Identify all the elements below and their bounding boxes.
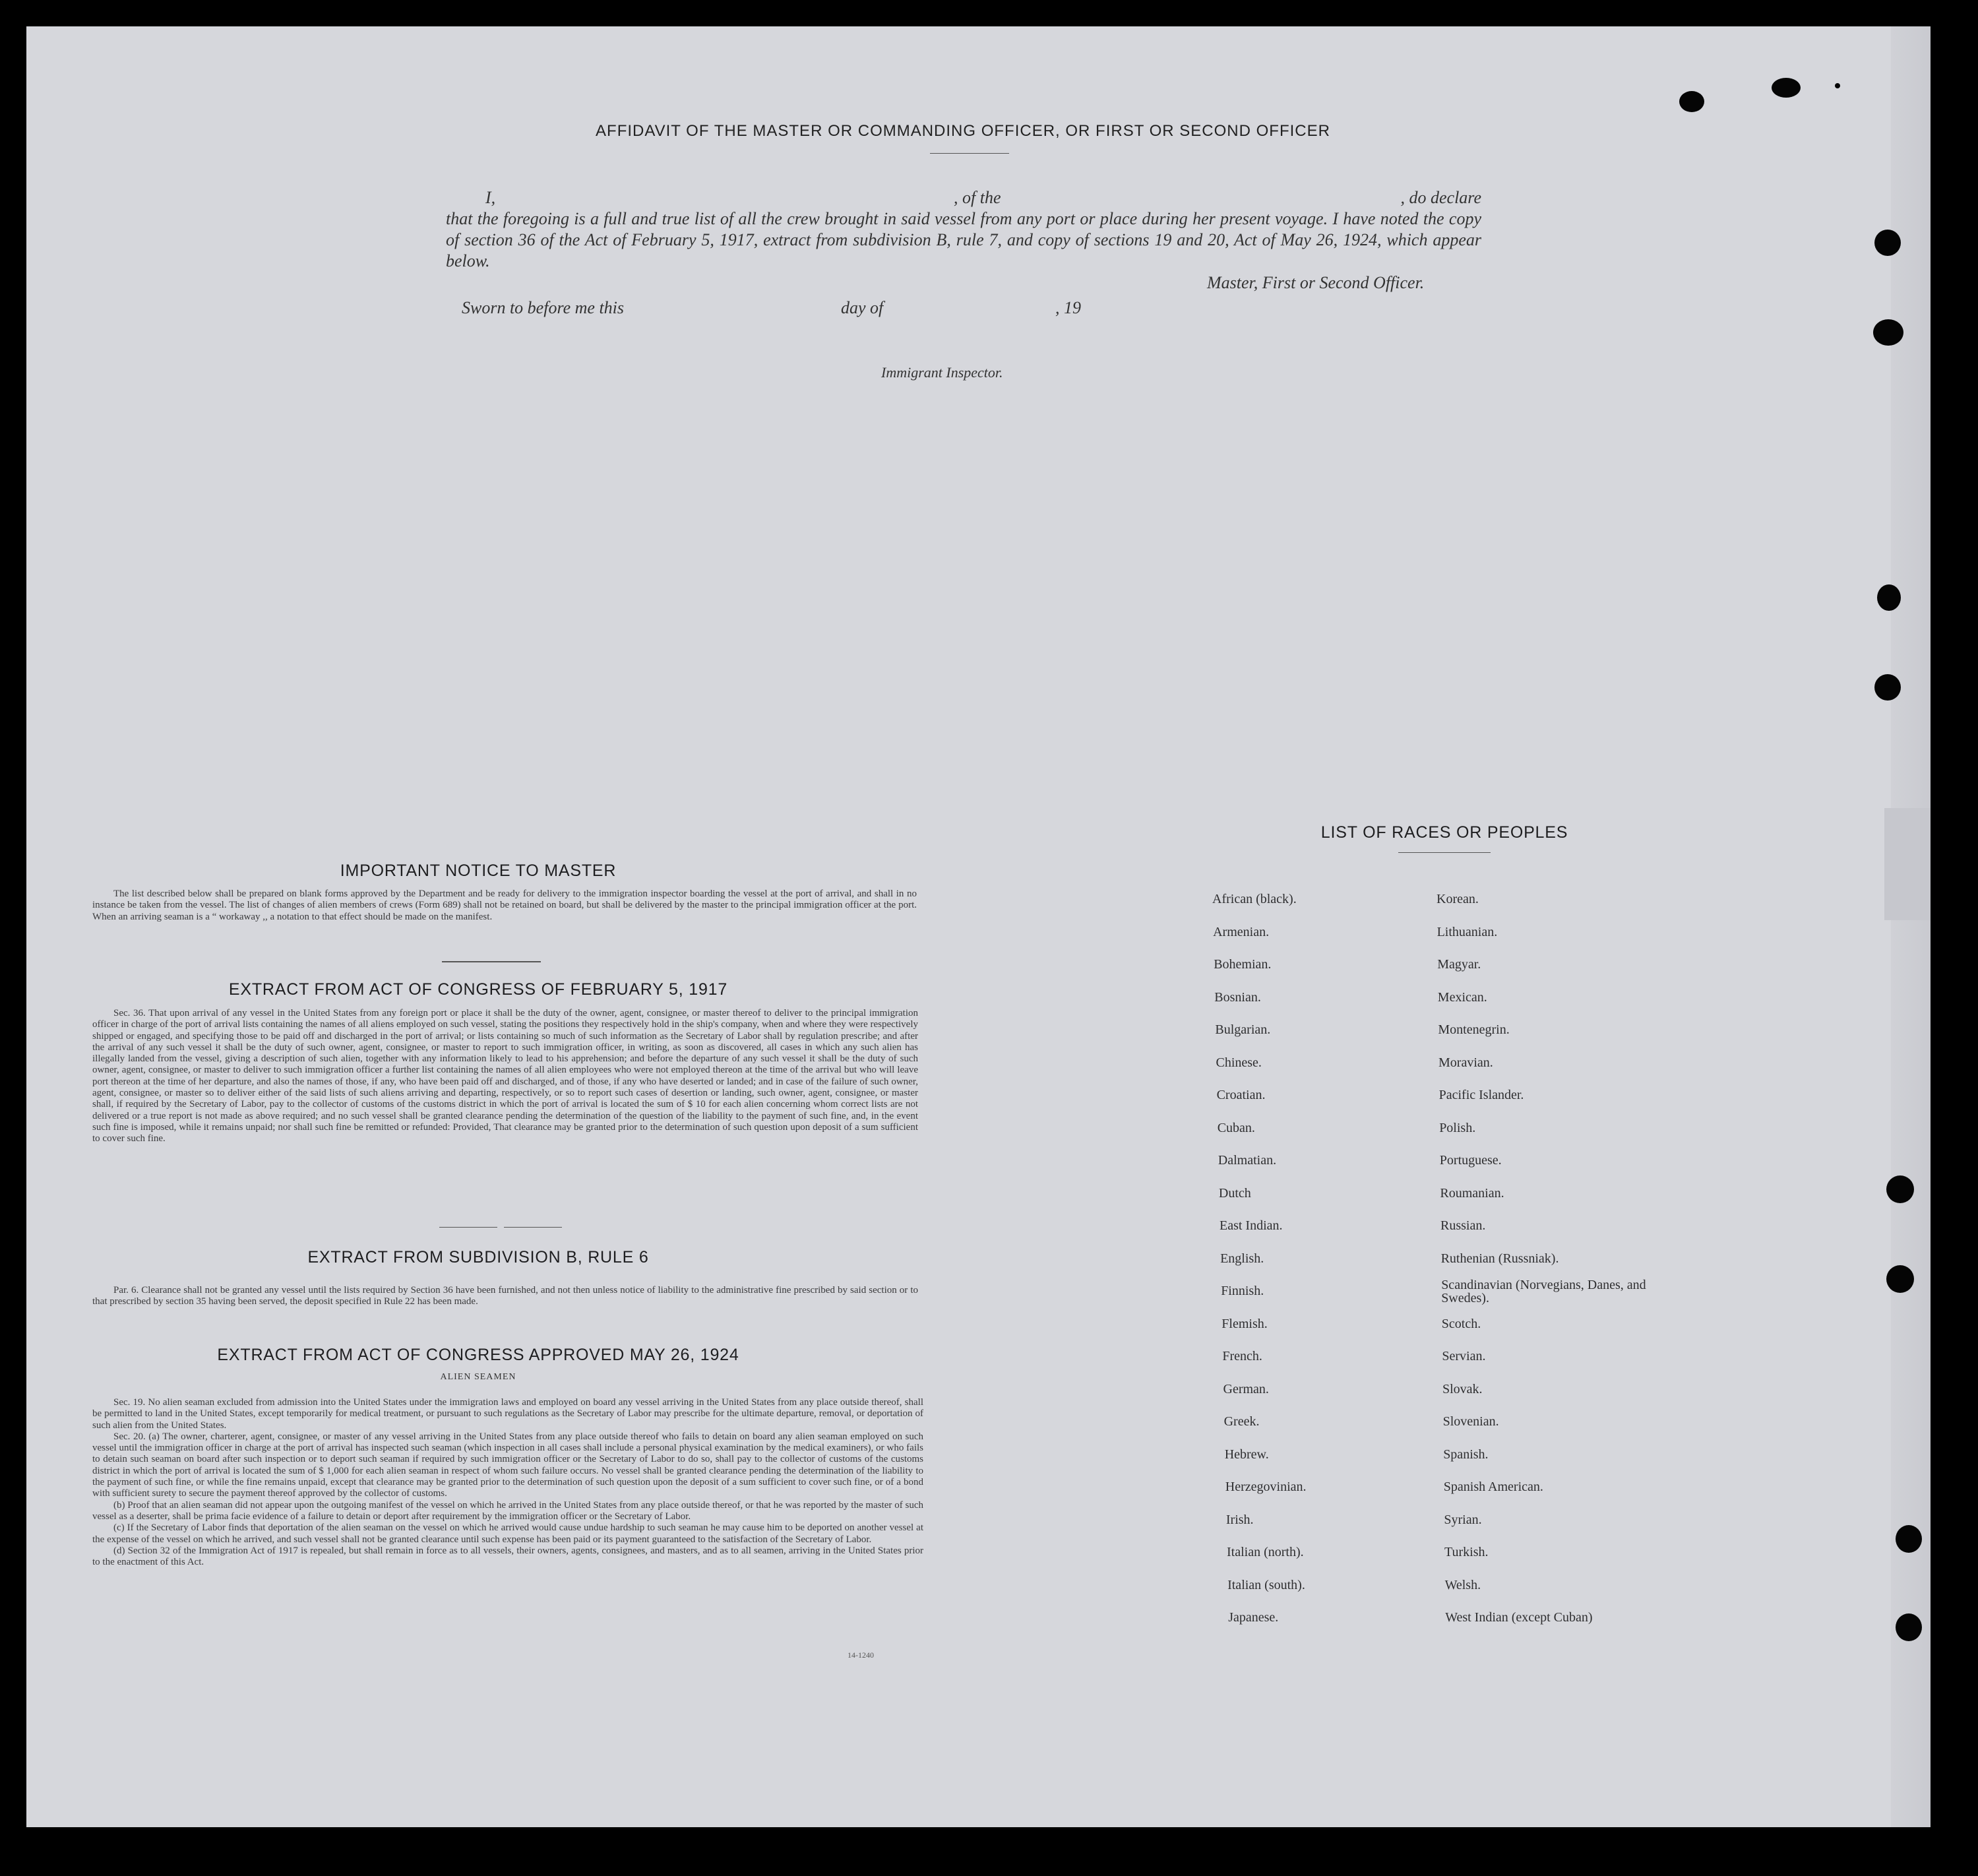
race-item: Slovak. <box>1442 1381 1483 1396</box>
race-item: Bosnian. <box>1214 989 1261 1005</box>
race-item: Korean. <box>1437 892 1479 906</box>
punch-hole <box>1874 674 1901 701</box>
declaration-of-the: , of the <box>954 188 1001 207</box>
sec20c-paragraph: (c) If the Secretary of Labor finds that deportation of the alien seaman on the vessel on which he arrived would cause undue hardship to such seaman he may cause him to be deported on another vessel at the expense of the vessel on which he arrived, and such vessel shall not be granted clearance until such expense has been paid or its payment guaranteed to the satisfaction of the Secretary of Labor. <box>92 1522 923 1545</box>
race-item: Slovenian. <box>1442 1414 1499 1429</box>
race-item: Croatian. <box>1216 1088 1266 1102</box>
signature-label: Master, First or Second Officer. <box>1207 273 1425 292</box>
rule6-title: EXTRACT FROM SUBDIVISION B, RULE 6 <box>307 1248 649 1266</box>
race-item: Spanish American. <box>1443 1480 1543 1494</box>
race-item: Montenegrin. <box>1438 1022 1510 1037</box>
punch-hole <box>1874 230 1901 256</box>
sec20a-paragraph: Sec. 20. (a) The owner, charterer, agent, consignee, or master of any vessel arriving in the United States from any place outside thereof who fails to detain on board any alien seaman employed on such vessel until the immigration officer in charge at the port of arrival has inspected such seaman (which inspection in all cases shall include a personal physical examination by the medical examiners), or who fails to detain such seaman on board after such inspection or to deport such seaman if required by such immigration officer or the Secretary of Labor to do so, shall pay to the collector of customs of the customs district in which the port of arrival is located the sum of $ 1,000 for each alien seaman in respect of whom such failure occurs. No vessel shall be granted clearance pending the determination of the liability to the payment of such fine, or while the fine remains unpaid, except that clearance may be granted prior to the determination of such question upon the deposit of a sum sufficient to cover such fine, or of a bond with sufficient surety to secure the payment thereof approved by the collector of customs. <box>92 1431 923 1499</box>
race-item: Syrian. <box>1444 1512 1482 1527</box>
race-item: Portuguese. <box>1439 1153 1502 1168</box>
race-item: Russian. <box>1440 1218 1486 1233</box>
extract-1924-subtitle: ALIEN SEAMEN <box>440 1372 516 1382</box>
race-item: Hebrew. <box>1224 1447 1269 1462</box>
declaration-do-declare: , do declare <box>1400 188 1481 207</box>
race-item: English. <box>1220 1251 1264 1266</box>
punch-hole <box>1873 319 1903 346</box>
race-item: Spanish. <box>1443 1447 1489 1462</box>
sworn-text: Sworn to before me this <box>462 298 625 317</box>
race-item: Turkish. <box>1444 1545 1489 1559</box>
race-item: Dutch <box>1218 1185 1251 1201</box>
race-item: Servian. <box>1442 1349 1486 1363</box>
race-item: Cuban. <box>1217 1120 1255 1135</box>
punch-hole <box>1896 1525 1922 1553</box>
race-item: Dalmatian. <box>1218 1153 1277 1168</box>
extract-1924-title: EXTRACT FROM ACT OF CONGRESS APPROVED MAY 26, 1924 <box>217 1346 739 1364</box>
sec19-paragraph: Sec. 19. No alien seaman excluded from admission into the United States under the immigration laws and employed on board any vessel arriving in the United States from any place outside thereof, shall be permitted to land in the United States, except temporarily for medical treatment, or pursuant to such regulations as the Secretary of Labor may prescribe for the ultimate departure, removal, or deportation of such alien from the United States. <box>92 1397 923 1431</box>
form-number: 14-1240 <box>848 1650 874 1660</box>
race-item: Pacific Islander. <box>1438 1088 1524 1102</box>
day-of-text: day of <box>841 298 884 317</box>
race-item: Bulgarian. <box>1215 1022 1271 1037</box>
race-item: Italian (south). <box>1227 1577 1305 1592</box>
race-item: Magyar. <box>1437 957 1481 972</box>
year-text: , 19 <box>1055 298 1081 317</box>
sec20b-paragraph: (b) Proof that an alien seaman did not appear upon the outgoing manifest of the vessel on which he arrived in the United States from any place outside thereof, or that he was reported by the master of such vessel as a deserter, shall be prima facie evidence of a failure to detain or deport after requirement by the immigration officer or the Secretary of Labor. <box>92 1499 923 1522</box>
race-item: African (black). <box>1212 892 1297 906</box>
races-list <box>26 26 1931 1827</box>
punch-hole <box>1772 78 1801 98</box>
race-item: Chinese. <box>1216 1055 1262 1070</box>
race-item: Roumanian. <box>1440 1185 1504 1201</box>
race-item: East Indian. <box>1220 1218 1283 1233</box>
extract-1917-title: EXTRACT FROM ACT OF CONGRESS OF FEBRUARY 5, 1917 <box>228 980 728 999</box>
race-item: Scotch. <box>1441 1316 1481 1331</box>
races-title: LIST OF RACES OR PEOPLES <box>1320 823 1568 842</box>
affidavit-title: AFFIDAVIT OF THE MASTER OR COMMANDING OFFICER, OR FIRST OR SECOND OFFICER <box>596 122 1330 140</box>
punch-hole <box>1896 1613 1922 1641</box>
document-sheet <box>26 26 1931 1827</box>
race-item: Armenian. <box>1213 924 1270 939</box>
race-item: Lithuanian. <box>1437 924 1498 939</box>
race-item: Japanese. <box>1228 1610 1279 1625</box>
race-item: German. <box>1223 1381 1269 1396</box>
punch-hole <box>1886 1175 1914 1203</box>
speck <box>1835 83 1840 88</box>
punch-hole <box>1679 91 1704 112</box>
race-item: West Indian (except Cuban) <box>1445 1610 1593 1625</box>
race-item: Polish. <box>1439 1120 1476 1135</box>
race-item: Scandinavian (Norvegians, Danes, and Swedes). <box>1441 1278 1646 1305</box>
sec20d-paragraph: (d) Section 32 of the Immigration Act of 1917 is repealed, but shall remain in force as to all vessels, their owners, agents, consignees, and masters, and as to all seamen, arriving in the United States prior to the enactment of this Act. <box>92 1545 923 1568</box>
race-item: Moravian. <box>1438 1055 1493 1070</box>
race-item: French. <box>1222 1349 1262 1363</box>
race-item: Finnish. <box>1221 1284 1264 1298</box>
notice-paragraph: The list described below shall be prepared on blank forms approved by the Department and be ready for delivery to the immigration inspector boarding the vessel at the port of arrival, and shall in no instance be taken from the vessel. The list of changes of alien members of crews (Form 689) shall not be retained on board, but shall be delivered by the master to the principal immigration officer at the port. When an arriving seaman is a “ workaway ,, a notation to that effect should be made on the manifest. <box>92 889 917 922</box>
punch-hole <box>1877 584 1901 611</box>
punch-hole <box>1886 1265 1914 1293</box>
race-item: Mexican. <box>1437 989 1487 1005</box>
race-item: Italian (north). <box>1227 1545 1304 1559</box>
declaration-body: that the foregoing is a full and true list of all the crew brought in said vessel from any port or place during her present voyage. I have noted the copy of section 36 of the Act of February 5, 1917, extract from subdivision B, rule 7, and copy of sections 19 and 20, Act of May 26, 1924, which appear below. <box>446 209 1481 270</box>
rule6-paragraph: Par. 6. Clearance shall not be granted any vessel until the lists required by Section 36 have been furnished, and not then unless notice of liability to the administrative fine prescribed by said section or to that prescribed by section 35 having been served, the deposit specified in Rule 22 has been made. <box>92 1285 918 1307</box>
notice-title: IMPORTANT NOTICE TO MASTER <box>340 861 617 880</box>
race-item: Welsh. <box>1444 1577 1481 1592</box>
race-item: Flemish. <box>1221 1316 1268 1331</box>
race-item: Greek. <box>1223 1414 1260 1429</box>
race-item: Herzegovinian. <box>1225 1480 1307 1494</box>
extract-1917-paragraph: Sec. 36. That upon arrival of any vessel in the United States from any foreign port or place it shall be the duty of the owner, agent, consignee, or master thereof to deliver to the principal immigration officer in charge of the port of arrival lists containing the names of all aliens employed on such vessel, stating the positions they respectively hold in the ship's company, when and where they were respectively shipped or engaged, and specifying those to be paid off and discharged in the port of arrival; or lists containing so much of such information as the Secretary of Labor shall by regulation prescribe; and after the arrival of any such vessel it shall be the duty of such owner, agent, consignee, or master to report to such immigration officer, in writing, as soon as discovered, all cases in which any such alien has illegally landed from the vessel, giving a description of such alien, together with any information likely to lead to his apprehension; and before the departure of any such vessel it shall be the duty of such owner, agent, consignee, or master to deliver to such immigration officer a further list containing the names of all alien employees who were not employed thereon at the time of the arrival but who will leave port thereon at the time of her departure, and also the names of those, if any, who have been paid off and discharged, and of those, if any who have deserted or landed; and in case of the failure of such owner, agent, consignee, or master so to deliver either of the said lists of such aliens arriving and departing, respectively, or so to report such cases of desertion or landing, such owner, agent, consignee, or master shall, if required by the Secretary of Labor, pay to the collector of customs of the customs district in which the port of arrival is located the sum of $ 10 for each alien concerning whom correct lists are not delivered or a true report is not made as above required; and no such vessel shall be granted clearance pending the determination of the question of the liability to the payment of such fine, and, in the event such fine is imposed, while it remains unpaid; nor shall such fine be remitted or refunded: Provided, That clearance may be granted prior to the determination of such question upon deposit of a sum sufficient to cover such fine. <box>92 1008 918 1144</box>
inspector-label: Immigrant Inspector. <box>881 364 1003 381</box>
race-item: Bohemian. <box>1214 957 1272 972</box>
race-item: Irish. <box>1225 1512 1254 1527</box>
declaration-i: I, <box>485 188 496 207</box>
race-item: Ruthenian (Russniak). <box>1440 1251 1559 1266</box>
